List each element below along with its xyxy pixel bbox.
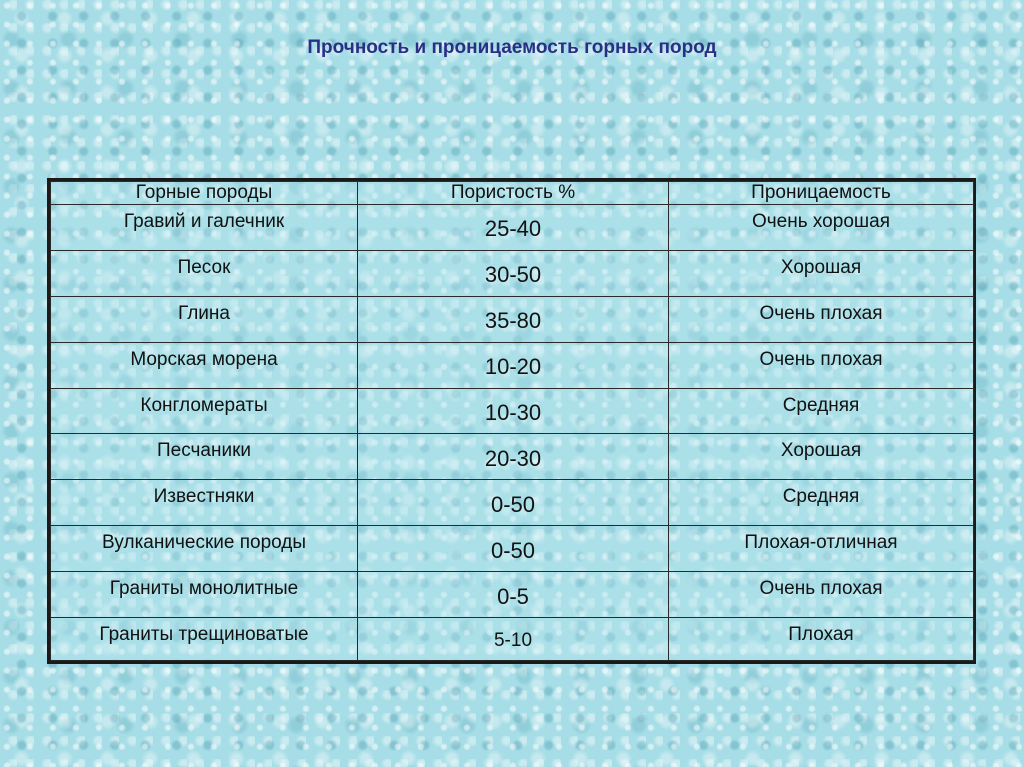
table-row [51,618,974,661]
rock-properties-table [47,178,976,664]
table-row [51,296,974,342]
rock-cell: Морская морена [51,342,358,388]
permeability-cell: Плохая [669,618,974,661]
column-header-permeability: Проницаемость [669,182,974,205]
slide-title: Прочность и проницаемость горных пород [307,37,717,58]
permeability-cell: Очень плохая [669,342,974,388]
porosity-cell: 0-5 [358,572,669,618]
rock-cell: Известняки [51,480,358,526]
rock-cell: Песок [51,250,358,296]
table-row [51,205,974,251]
rock-cell: Гравий и галечник [51,205,358,251]
table-row [51,526,974,572]
permeability-cell: Средняя [669,388,974,434]
permeability-cell: Очень плохая [669,572,974,618]
porosity-cell: 20-30 [358,434,669,480]
permeability-cell: Хорошая [669,434,974,480]
rock-cell: Граниты монолитные [51,572,358,618]
porosity-cell: 25-40 [358,205,669,251]
permeability-cell: Очень плохая [669,296,974,342]
porosity-cell: 35-80 [358,296,669,342]
porosity-cell: 10-30 [358,388,669,434]
porosity-cell: 30-50 [358,250,669,296]
table-row [51,388,974,434]
porosity-cell: 10-20 [358,342,669,388]
table-header-row [51,182,974,205]
porosity-cell: 5-10 [358,618,669,661]
column-header-rock: Горные породы [51,182,358,205]
table-row [51,572,974,618]
rock-cell: Конгломераты [51,388,358,434]
permeability-cell: Хорошая [669,250,974,296]
rock-cell: Граниты трещиноватые [51,618,358,661]
table-row [51,434,974,480]
porosity-cell: 0-50 [358,526,669,572]
table-row [51,250,974,296]
column-header-porosity: Пористость % [358,182,669,205]
rock-cell: Песчаники [51,434,358,480]
porosity-cell: 0-50 [358,480,669,526]
table-row [51,342,974,388]
permeability-cell: Плохая-отличная [669,526,974,572]
permeability-cell: Средняя [669,480,974,526]
permeability-cell: Очень хорошая [669,205,974,251]
table-row [51,480,974,526]
rock-cell: Вулканические породы [51,526,358,572]
rock-cell: Глина [51,296,358,342]
